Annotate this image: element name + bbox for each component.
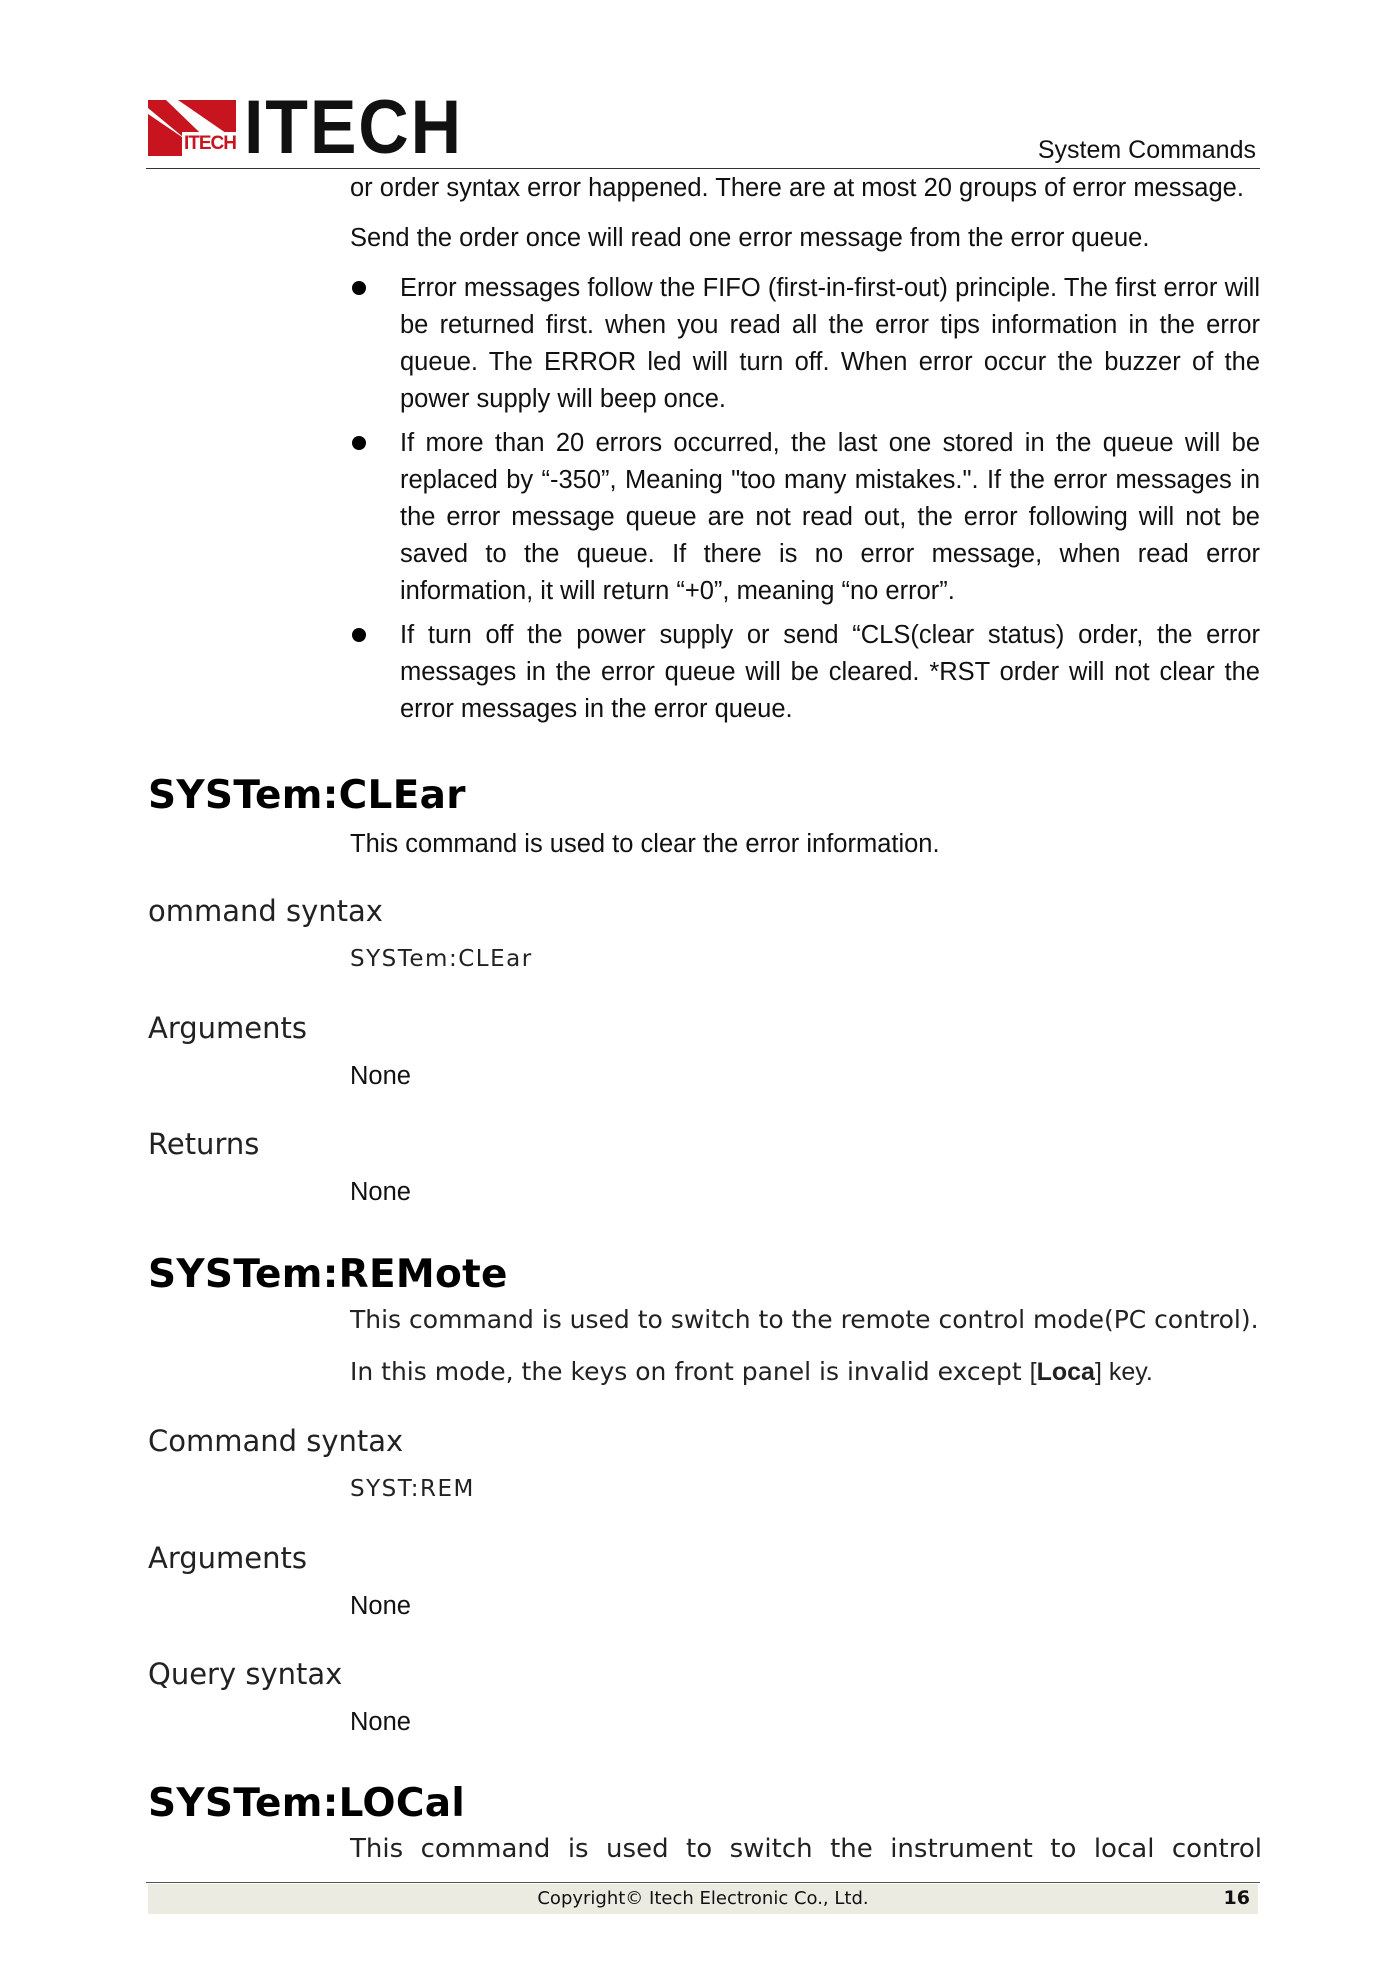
bullet-fifo: Error messages follow the FIFO (first-in-first-out) principle. The first error will be returned first. when you read all the error tips information in the error queue. The ERROR led will turn off. When error occur the buzzer of the power supply will beep once. [400, 274, 1260, 413]
header-section-title: System Commands [1037, 136, 1256, 164]
logo-badge [148, 100, 236, 156]
header-divider [146, 168, 1260, 169]
footer-copyright: Copyright© Itech Electronic Co., Ltd. [537, 1888, 869, 1909]
intro-line-1: or order syntax error happened. There are at most 20 groups of error message. [350, 174, 1244, 202]
footer-band [148, 1884, 1258, 1914]
footer-divider [146, 1882, 1260, 1883]
section-title-clear: SYSTem:CLEar [148, 773, 466, 818]
remote-description-1: This command is used to switch to the remote control mode(PC control). [350, 1305, 1259, 1334]
local-description: This command is used to switch the instrument to local control [350, 1834, 1262, 1864]
section-title-remote: SYSTem:REMote [148, 1252, 508, 1297]
page-number: 16 [1223, 1887, 1250, 1909]
clear-arguments-value: None [350, 1062, 411, 1090]
remote-query-value: None [350, 1708, 411, 1736]
clear-arguments-label: Arguments [148, 1011, 307, 1045]
remote-syntax-label: Command syntax [148, 1424, 404, 1458]
logo-badge-text: ITECH [184, 133, 236, 154]
local-key-name: Loca [1036, 1358, 1095, 1386]
company-logo [148, 85, 482, 170]
clear-syntax-label: ommand syntax [148, 894, 383, 928]
clear-returns-value: None [350, 1178, 411, 1206]
clear-returns-label: Returns [148, 1127, 260, 1161]
remote-query-label: Query syntax [148, 1657, 343, 1691]
bullet-dot [352, 436, 366, 450]
logo-wordmark: ITECH [244, 85, 463, 170]
bullet-clear-queue: If turn off the power supply or send “CLS(clear status) order, the error messages in the error queue will be cleared. *RST order will not clear the error messages in the error queue. [400, 621, 1260, 723]
bullet-overflow: If more than 20 errors occurred, the last one stored in the queue will be replaced by “-350”, Meaning "too many mistakes.". If the error messages in the error message queue are not read out, the error following will not be saved to the queue. If there is no error message, when read error information, it will return “+0”, meaning “no error”. [400, 429, 1260, 605]
remote-description-2: In this mode, the keys on front panel is invalid except [Loca] key. [350, 1357, 1153, 1386]
bullet-dot [352, 281, 366, 295]
clear-syntax-value: SYSTem:CLEar [350, 946, 533, 972]
remote-arguments-value: None [350, 1592, 411, 1620]
clear-description: This command is used to clear the error information. [350, 830, 940, 858]
intro-line-2: Send the order once will read one error message from the error queue. [350, 224, 1150, 252]
bullet-dot [352, 628, 366, 642]
section-title-local: SYSTem:LOCal [148, 1781, 466, 1826]
remote-syntax-value: SYST:REM [350, 1476, 475, 1502]
remote-arguments-label: Arguments [148, 1541, 307, 1575]
